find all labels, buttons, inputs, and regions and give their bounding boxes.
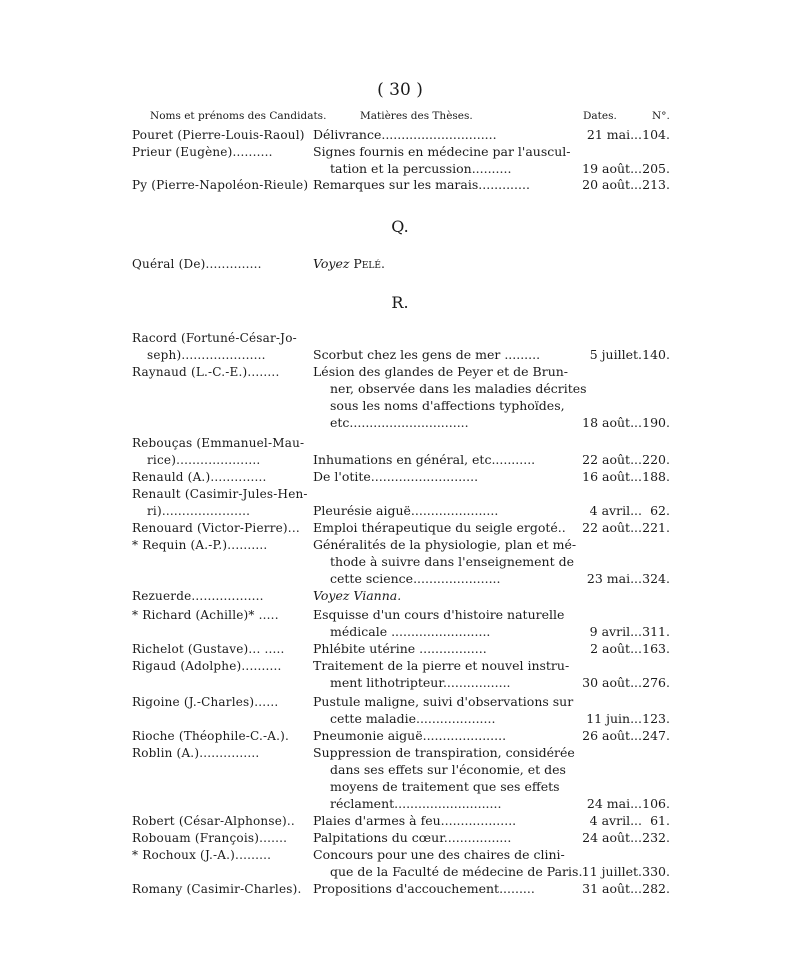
thesis-number: 311. xyxy=(642,624,670,639)
candidate-name: Rioche (Théophile-C.-A.). xyxy=(132,729,290,743)
thesis-date: 11 juin... xyxy=(586,711,642,726)
thesis-subject: Scorbut chez les gens de mer ......... xyxy=(313,347,541,362)
thesis-subject: Délivrance............................. xyxy=(313,127,497,142)
candidate-name: ri)...................... xyxy=(147,504,251,518)
thesis-date: 11 juillet. xyxy=(581,864,642,879)
candidate-name: Rigoine (J.-Charles)...... xyxy=(132,695,279,709)
candidate-name: Quéral (De).............. xyxy=(132,257,262,271)
thesis-date: 24 août... xyxy=(582,830,642,845)
thesis-date: 18 août... xyxy=(582,415,642,430)
thesis-subject: Emploi thérapeutique du seigle ergoté.. xyxy=(313,520,566,535)
thesis-number: 324. xyxy=(642,571,670,586)
section-letter-r: R. xyxy=(391,293,409,312)
thesis-date: 24 mai... xyxy=(586,796,642,811)
thesis-number: 106. xyxy=(642,796,670,811)
thesis-subject: ner, observée dans les maladies décrites xyxy=(330,381,587,396)
thesis-date: 4 avril... xyxy=(589,503,642,518)
candidate-name: Robert (César-Alphonse).. xyxy=(132,814,295,828)
thesis-date: 5 juillet. xyxy=(589,347,642,362)
thesis-number: 140. xyxy=(642,347,670,362)
thesis-subject: Suppression de transpiration, considérée xyxy=(313,745,575,760)
candidate-name: * Richard (Achille)* ..... xyxy=(132,608,279,622)
candidate-name: Renault (Casimir-Jules-Hen- xyxy=(132,487,308,501)
thesis-subject: cette science...................... xyxy=(330,571,501,586)
candidate-name: Roblin (A.)............... xyxy=(132,746,260,760)
thesis-subject: De l'otite........................... xyxy=(313,469,479,484)
cross-reference: Pelé. xyxy=(349,256,385,271)
thesis-subject: Phlébite utérine ................. xyxy=(313,641,487,656)
thesis-subject: Palpitations du cœur................. xyxy=(313,830,512,845)
candidate-name: Py (Pierre-Napoléon-Rieule) xyxy=(132,178,309,192)
candidate-name: Renauld (A.).............. xyxy=(132,470,267,484)
thesis-subject: Esquisse d'un cours d'histoire naturelle xyxy=(313,607,565,622)
thesis-number: 220. xyxy=(642,452,670,467)
header-dates: Dates. xyxy=(583,110,617,122)
candidate-name: seph)..................... xyxy=(147,348,266,362)
thesis-date: 21 mai... xyxy=(586,127,642,142)
header-numbers: N°. xyxy=(652,110,670,122)
thesis-subject: cette maladie.................... xyxy=(330,711,496,726)
thesis-subject xyxy=(313,256,563,272)
thesis-subject: dans ses effets sur l'économie, et des xyxy=(330,762,566,777)
thesis-subject: etc.............................. xyxy=(330,415,469,430)
page-number: ( 30 ) xyxy=(377,80,423,100)
thesis-subject: Voyez Vianna. xyxy=(313,588,402,603)
thesis-subject: ment lithotripteur................. xyxy=(330,675,511,690)
thesis-subject: sous les noms d'affections typhoïdes, xyxy=(330,398,565,413)
thesis-subject: médicale ......................... xyxy=(330,624,491,639)
thesis-subject: Propositions d'accouchement......... xyxy=(313,881,535,896)
thesis-subject: réclament........................... xyxy=(330,796,502,811)
thesis-subject: Signes fournis en médecine par l'auscul- xyxy=(313,144,571,159)
candidate-name: Raynaud (L.-C.-E.)........ xyxy=(132,365,280,379)
candidate-name: Richelot (Gustave)... ..... xyxy=(132,642,285,656)
candidate-name: Robouam (François)....... xyxy=(132,831,288,845)
thesis-number: 62. xyxy=(650,503,670,518)
thesis-subject: Pneumonie aiguë..................... xyxy=(313,728,507,743)
thesis-date: 4 avril... xyxy=(589,813,642,828)
candidate-name: Rezuerde.................. xyxy=(132,589,264,603)
thesis-date: 16 août... xyxy=(582,469,642,484)
candidate-name: Romany (Casimir-Charles). xyxy=(132,882,302,896)
thesis-subject: Traitement de la pierre et nouvel instru- xyxy=(313,658,570,673)
thesis-subject: Pustule maligne, suivi d'observations sur xyxy=(313,694,574,709)
thesis-number: 188. xyxy=(642,469,670,484)
thesis-number: 163. xyxy=(642,641,670,656)
thesis-subject: thode à suivre dans l'enseignement de xyxy=(330,554,575,569)
candidate-name: Rigaud (Adolphe).......... xyxy=(132,659,282,673)
thesis-date: 26 août... xyxy=(582,728,642,743)
candidate-name: Racord (Fortuné-César-Jo- xyxy=(132,331,297,345)
thesis-number: 190. xyxy=(642,415,670,430)
thesis-number: 205. xyxy=(642,161,670,176)
thesis-date: 30 août... xyxy=(582,675,642,690)
thesis-number: 282. xyxy=(642,881,670,896)
thesis-date: 23 mai... xyxy=(586,571,642,586)
candidate-name: rice)..................... xyxy=(147,453,261,467)
thesis-subject: Généralités de la physiologie, plan et mé- xyxy=(313,537,577,552)
thesis-date: 20 août... xyxy=(582,177,642,192)
thesis-date: 22 août... xyxy=(582,520,642,535)
candidate-name: Pouret (Pierre-Louis-Raoul) xyxy=(132,128,305,142)
header-subjects: Matières des Thèses. xyxy=(360,110,473,122)
thesis-subject: moyens de traitement que ses effets xyxy=(330,779,560,794)
thesis-subject: tation et la percussion.......... xyxy=(330,161,512,176)
thesis-date: 2 août... xyxy=(590,641,642,656)
thesis-subject: Plaies d'armes à feu................... xyxy=(313,813,517,828)
thesis-subject: Inhumations en général, etc........... xyxy=(313,452,536,467)
thesis-number: 247. xyxy=(642,728,670,743)
thesis-number: 61. xyxy=(650,813,670,828)
thesis-number: 123. xyxy=(642,711,670,726)
candidate-name: * Requin (A.-P.).......... xyxy=(132,538,268,552)
thesis-subject: que de la Faculté de médecine de Paris. xyxy=(330,864,583,879)
voyez-italic: Voyez xyxy=(313,256,350,271)
thesis-date: 19 août... xyxy=(582,161,642,176)
candidate-name: Rebouças (Emmanuel-Mau- xyxy=(132,436,305,450)
thesis-subject: Pleurésie aiguë...................... xyxy=(313,503,499,518)
section-letter-q: Q. xyxy=(391,217,409,236)
thesis-number: 276. xyxy=(642,675,670,690)
thesis-subject: Lésion des glandes de Peyer et de Brun- xyxy=(313,364,569,379)
candidate-name: * Rochoux (J.-A.)......... xyxy=(132,848,272,862)
candidate-name: Prieur (Eugène).......... xyxy=(132,145,273,159)
thesis-subject: Remarques sur les marais............. xyxy=(313,177,530,192)
thesis-number: 104. xyxy=(642,127,670,142)
header-names: Noms et prénoms des Candidats. xyxy=(150,110,327,122)
thesis-number: 221. xyxy=(642,520,670,535)
candidate-name: Renouard (Victor-Pierre)... xyxy=(132,521,300,535)
thesis-number: 330. xyxy=(642,864,670,879)
thesis-number: 232. xyxy=(642,830,670,845)
thesis-date: 22 août... xyxy=(582,452,642,467)
thesis-number: 213. xyxy=(642,177,670,192)
thesis-date: 9 avril... xyxy=(589,624,642,639)
thesis-date: 31 août... xyxy=(582,881,642,896)
thesis-subject: Concours pour une des chaires de clini- xyxy=(313,847,565,862)
